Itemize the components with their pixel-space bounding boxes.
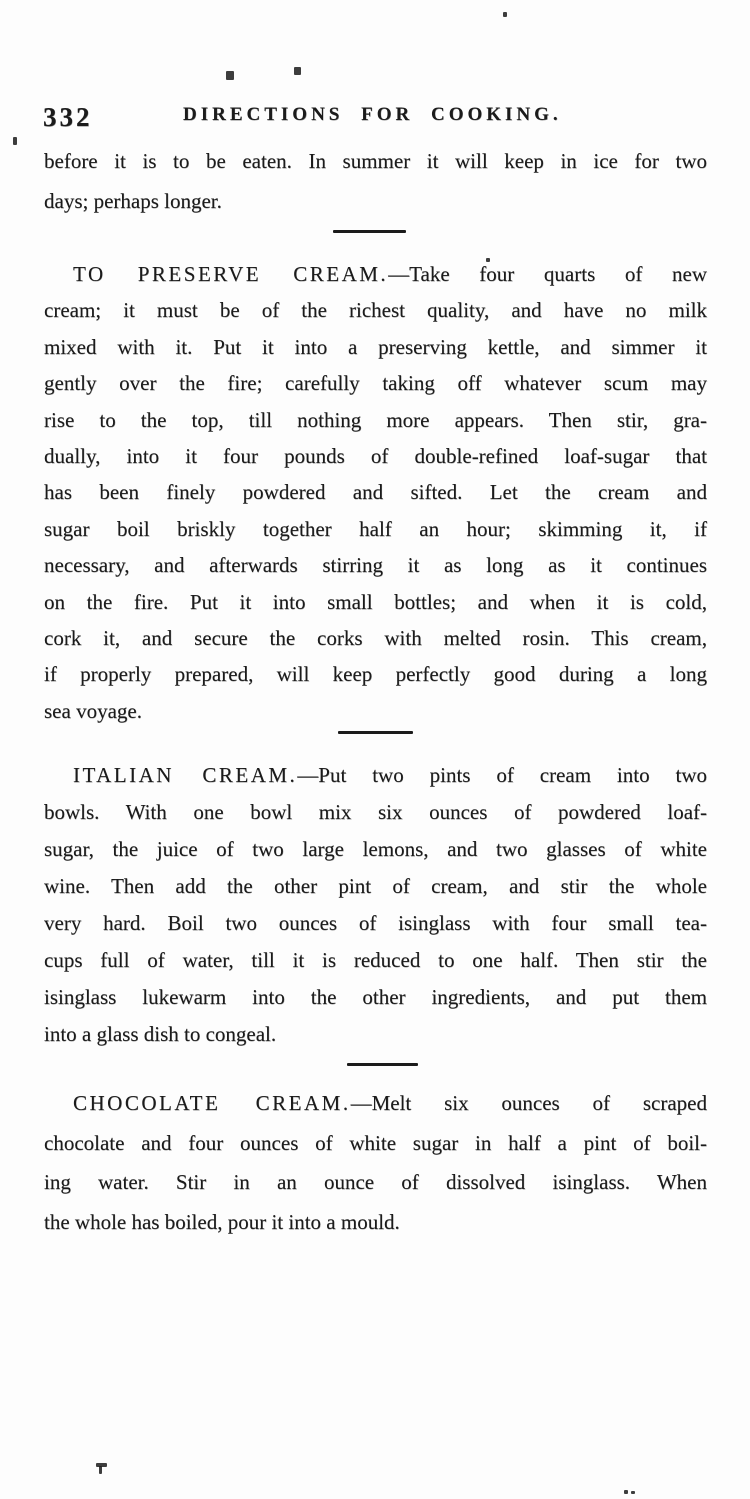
page-number: 332 bbox=[43, 102, 93, 132]
recipe-title-line: ITALIAN CREAM.—Put two pints of cream into two bbox=[73, 763, 708, 787]
text-line: mixed with it. Put it into a preserving kettle, and simmer it bbox=[44, 334, 707, 359]
text-line: sugar, the juice of two large lemons, and two glasses of white bbox=[44, 837, 707, 861]
scan-speck bbox=[294, 67, 301, 75]
text-line: chocolate and four ounces of white sugar in half a pint of boil- bbox=[44, 1130, 707, 1155]
intro-continuation-paragraph bbox=[44, 148, 707, 228]
section-divider bbox=[347, 1063, 418, 1066]
text-line: into a glass dish to congeal. bbox=[44, 1022, 277, 1046]
text-line: has been finely powdered and sifted. Let the cream and bbox=[44, 480, 707, 505]
page-content bbox=[44, 0, 707, 1499]
text-line: isinglass lukewarm into the other ingredients, and put them bbox=[44, 985, 707, 1009]
text-line: before it is to be eaten. In summer it will keep in ice for two bbox=[44, 149, 707, 173]
text-line: cups full of water, till it is reduced to one half. Then stir the bbox=[44, 948, 707, 972]
scan-speck bbox=[13, 137, 17, 145]
text-line: the whole has boiled, pour it into a mould. bbox=[44, 1209, 400, 1234]
recipe-title: ITALIAN CREAM. bbox=[73, 763, 298, 787]
recipe-italian-cream bbox=[44, 762, 707, 1058]
text-line: cork it, and secure the corks with melted rosin. This cream, bbox=[44, 625, 707, 650]
recipe-to-preserve-cream bbox=[44, 261, 707, 734]
text-line: days; perhaps longer. bbox=[44, 189, 222, 213]
text-line: ing water. Stir in an ounce of dissolved isinglass. When bbox=[44, 1170, 707, 1194]
recipe-title-line: CHOCOLATE CREAM.—Melt six ounces of scraped bbox=[73, 1091, 707, 1115]
text-line: rise to the top, till nothing more appears. Then stir, gra- bbox=[44, 407, 707, 432]
recipe-title: CHOCOLATE CREAM. bbox=[73, 1091, 351, 1115]
scan-speck bbox=[624, 1490, 628, 1494]
running-title: DIRECTIONS FOR COOKING. bbox=[183, 104, 562, 125]
text-line: bowls. With one bowl mix six ounces of powdered loaf- bbox=[44, 800, 707, 824]
scan-speck bbox=[631, 1491, 635, 1494]
text-line: cream; it must be of the richest quality, and have no milk bbox=[44, 298, 707, 323]
text-line: if properly prepared, will keep perfectly good during a long bbox=[44, 662, 707, 687]
recipe-title: TO PRESERVE CREAM. bbox=[73, 262, 389, 286]
recipe-chocolate-cream bbox=[44, 1090, 707, 1248]
scan-speck bbox=[99, 1466, 102, 1474]
text-line: wine. Then add the other pint of cream, and stir the whole bbox=[44, 874, 707, 898]
section-divider bbox=[338, 731, 413, 734]
scan-speck bbox=[503, 12, 507, 17]
text-line: on the fire. Put it into small bottles; and when it is cold, bbox=[44, 589, 707, 614]
section-divider bbox=[333, 230, 406, 233]
text-line: sea voyage. bbox=[44, 698, 142, 723]
text-line: gently over the fire; carefully taking off whatever scum may bbox=[44, 371, 707, 396]
text-line: necessary, and afterwards stirring it as long as it continues bbox=[44, 553, 707, 578]
scan-speck bbox=[226, 71, 234, 80]
recipe-title-line: TO PRESERVE CREAM.—Take four quarts of new bbox=[73, 262, 707, 286]
text-line: sugar boil briskly together half an hour; skimming it, if bbox=[44, 516, 707, 541]
scan-speck bbox=[486, 258, 490, 262]
text-line: dually, into it four pounds of double-refined loaf-sugar that bbox=[44, 443, 707, 468]
text-line: very hard. Boil two ounces of isinglass with four small tea- bbox=[44, 911, 707, 935]
